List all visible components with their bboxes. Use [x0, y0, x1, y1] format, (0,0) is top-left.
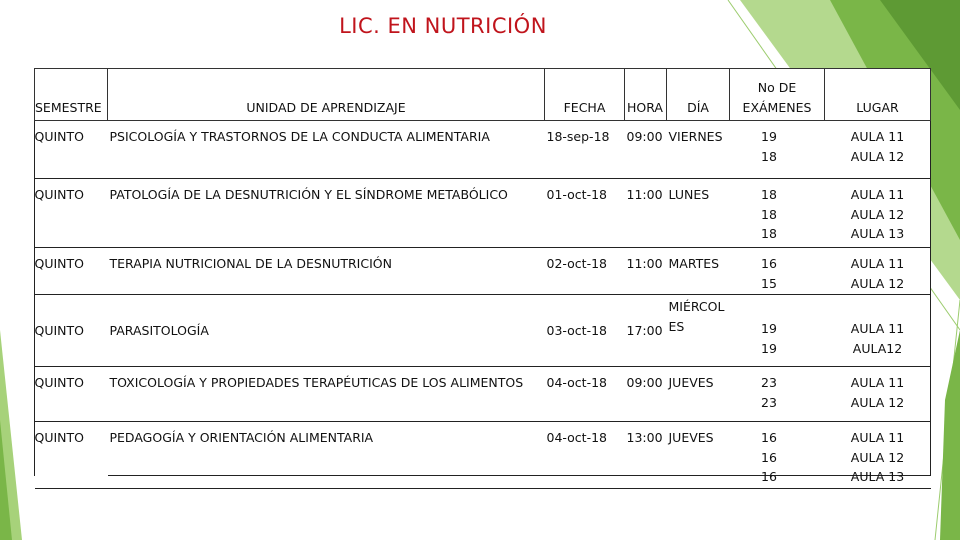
examenes-value: 18	[761, 148, 777, 164]
lugar-value: AULA 12	[850, 275, 905, 291]
cell-dia: JUEVES	[668, 375, 714, 390]
cell-fecha: 04-oct-18	[546, 430, 607, 445]
header-dia: DÍA	[667, 69, 730, 121]
cell-unidad: PARASITOLOGÍA	[109, 322, 209, 338]
header-semestre: SEMESTRE	[35, 69, 108, 121]
cell-unidad: TOXICOLOGÍA Y PROPIEDADES TERAPÉUTICAS DE LOS ALIMENTOS	[109, 375, 524, 390]
examenes-value: 16	[761, 469, 777, 484]
cell-fecha: 18-sep-18	[546, 129, 610, 144]
header-unidad: UNIDAD DE APRENDIZAJE	[108, 69, 545, 121]
header-examenes-line1: No DE	[757, 80, 797, 95]
header-hora: HORA	[625, 69, 667, 121]
header-lugar: LUGAR	[825, 69, 931, 121]
cell-dia: LUNES	[668, 187, 710, 202]
cell-lugar	[825, 248, 931, 295]
cell-lugar	[825, 295, 931, 367]
examenes-value: 18	[761, 206, 777, 222]
examenes-value: 15	[761, 275, 777, 291]
cell-examenes	[730, 295, 825, 367]
cell-semestre: QUINTO	[35, 179, 108, 248]
cell-hora: 11:00	[626, 187, 663, 202]
lugar-value: AULA 11	[850, 430, 905, 445]
lugar-value: AULA 11	[850, 256, 905, 271]
cell-unidad: PEDAGOGÍA Y ORIENTACIÓN ALIMENTARIA	[109, 430, 374, 445]
header-examenes	[730, 69, 825, 121]
lugar-value: AULA 11	[850, 321, 905, 336]
table-header-row	[35, 69, 931, 121]
examenes-value: 16	[761, 256, 777, 271]
cell-lugar	[825, 121, 931, 179]
examenes-value: 19	[761, 340, 777, 356]
header-fecha: FECHA	[545, 69, 625, 121]
cell-examenes	[730, 179, 825, 248]
cell-examenes	[730, 422, 825, 489]
table-row	[35, 367, 931, 422]
table-row	[35, 121, 931, 179]
lugar-value: AULA 11	[850, 187, 905, 202]
cell-fecha: 03-oct-18	[546, 322, 607, 338]
cell-dia	[667, 295, 730, 367]
cell-hora: 09:00	[626, 375, 663, 390]
cell-hora: 09:00	[626, 129, 663, 144]
cell-unidad: TERAPIA NUTRICIONAL DE LA DESNUTRICIÓN	[109, 256, 392, 271]
dia-line2: ES	[668, 318, 685, 334]
lugar-value: AULA 12	[850, 206, 905, 222]
examenes-value: 19	[761, 321, 777, 336]
examenes-value: 23	[761, 375, 777, 390]
exam-schedule-table	[34, 68, 931, 489]
page-title: LIC. EN NUTRICIÓN	[339, 14, 547, 38]
header-examenes-line2: EXÁMENES	[742, 99, 812, 115]
cell-unidad: PATOLOGÍA DE LA DESNUTRICIÓN Y EL SÍNDROME METABÓLICO	[109, 187, 508, 202]
cell-examenes	[730, 367, 825, 422]
cell-dia: VIERNES	[668, 129, 723, 144]
cell-lugar	[825, 367, 931, 422]
cell-lugar	[825, 179, 931, 248]
cell-semestre: QUINTO	[35, 295, 108, 367]
cell-fecha: 04-oct-18	[546, 375, 607, 390]
cell-fecha: 02-oct-18	[546, 256, 607, 271]
examenes-value: 16	[761, 430, 777, 445]
lugar-value: AULA 11	[850, 129, 905, 144]
cell-semestre: QUINTO	[35, 422, 108, 489]
examenes-value: 18	[761, 187, 777, 202]
lugar-value: AULA 13	[850, 469, 905, 484]
cell-hora: 11:00	[626, 256, 663, 271]
cell-semestre: QUINTO	[35, 367, 108, 422]
cell-examenes	[730, 248, 825, 295]
cell-hora: 13:00	[626, 430, 663, 445]
lugar-value: AULA12	[852, 340, 903, 356]
table-row	[35, 295, 931, 367]
cell-fecha: 01-oct-18	[546, 187, 607, 202]
lugar-value: AULA 12	[850, 148, 905, 164]
cell-hora: 17:00	[626, 322, 663, 338]
lugar-value: AULA 11	[850, 375, 905, 390]
cell-semestre: QUINTO	[35, 121, 108, 179]
cell-examenes	[730, 121, 825, 179]
examenes-value: 19	[761, 129, 777, 144]
lugar-value: AULA 13	[850, 226, 905, 241]
cell-dia: JUEVES	[668, 430, 714, 445]
table-row	[35, 422, 931, 489]
examenes-value: 18	[761, 226, 777, 241]
cell-semestre: QUINTO	[35, 248, 108, 295]
table-row	[35, 248, 931, 295]
bottom-right-green-accent	[940, 330, 960, 540]
table-row	[35, 179, 931, 248]
cell-lugar	[825, 422, 931, 489]
examenes-value: 16	[761, 449, 777, 465]
cell-dia: MARTES	[668, 256, 720, 271]
lugar-value: AULA 12	[850, 449, 905, 465]
cell-unidad: PSICOLOGÍA Y TRASTORNOS DE LA CONDUCTA ALIMENTARIA	[109, 129, 490, 144]
dia-line1: MIÉRCOL	[668, 299, 725, 314]
lugar-value: AULA 12	[850, 394, 905, 410]
examenes-value: 23	[761, 394, 777, 410]
